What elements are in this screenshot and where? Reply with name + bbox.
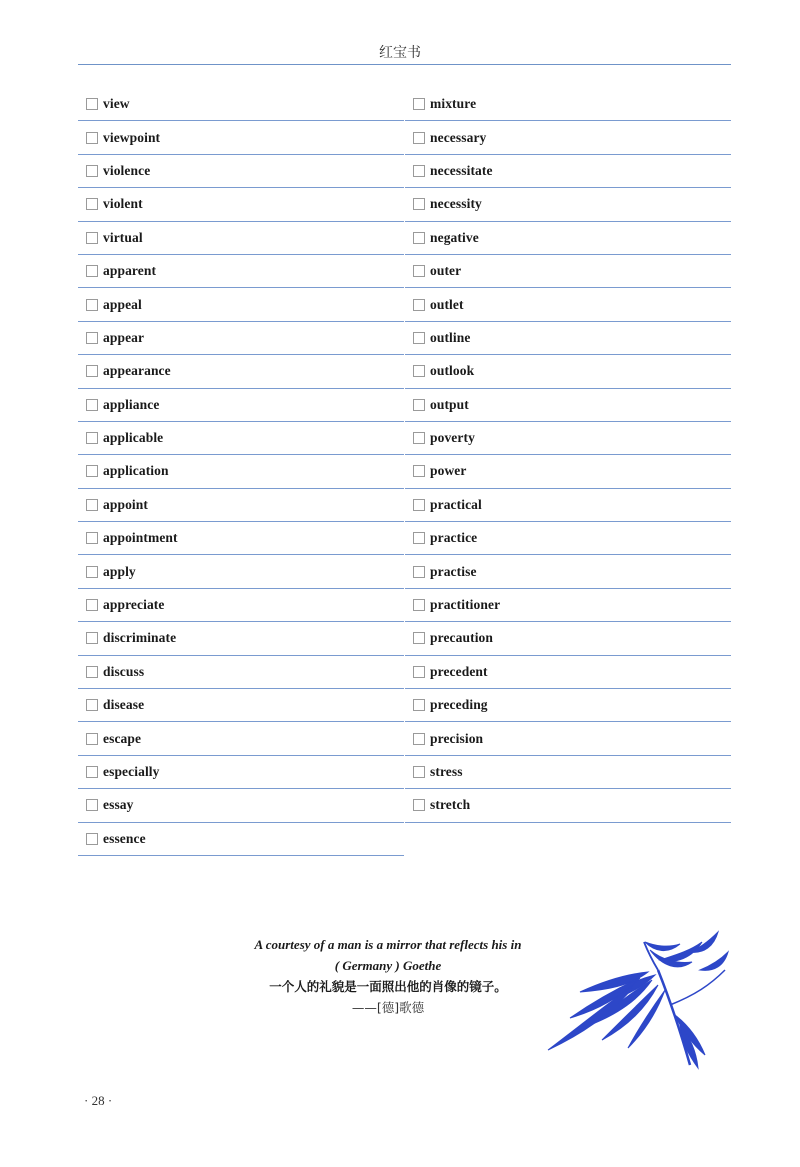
- word-row: [405, 389, 731, 422]
- word-label: practical: [430, 496, 482, 512]
- word-row: [405, 656, 731, 689]
- word-checkbox[interactable]: [86, 666, 98, 678]
- word-checkbox[interactable]: [86, 399, 98, 411]
- word-label: outline: [430, 329, 471, 345]
- word-label: violent: [103, 196, 143, 212]
- word-row: [78, 155, 404, 188]
- word-checkbox[interactable]: [413, 365, 425, 377]
- word-row: [78, 88, 404, 121]
- word-checkbox[interactable]: [86, 599, 98, 611]
- word-row: [405, 622, 731, 655]
- word-row: [78, 823, 404, 856]
- word-label: negative: [430, 229, 479, 245]
- word-label: appoint: [103, 496, 148, 512]
- word-checkbox[interactable]: [413, 132, 425, 144]
- word-checkbox[interactable]: [413, 332, 425, 344]
- word-row: [78, 722, 404, 755]
- word-checkbox[interactable]: [413, 699, 425, 711]
- word-label: practitioner: [430, 597, 501, 613]
- word-row: [405, 188, 731, 221]
- word-row: [405, 422, 731, 455]
- word-label: appliance: [103, 396, 160, 412]
- word-row: [405, 589, 731, 622]
- word-label: appointment: [103, 530, 178, 546]
- word-label: view: [103, 96, 130, 112]
- word-row: [78, 689, 404, 722]
- quote-english: A courtesy of a man is a mirror that reflects his in: [254, 937, 522, 952]
- word-checkbox[interactable]: [86, 833, 98, 845]
- word-row: [78, 789, 404, 822]
- word-row: [405, 88, 731, 121]
- word-checkbox[interactable]: [86, 332, 98, 344]
- right-word-column: [405, 88, 731, 823]
- word-row: [405, 756, 731, 789]
- bamboo-illustration: [540, 930, 730, 1070]
- word-label: essence: [103, 830, 146, 846]
- word-row: [405, 789, 731, 822]
- word-label: preceding: [430, 697, 488, 713]
- word-checkbox[interactable]: [413, 799, 425, 811]
- word-label: application: [103, 463, 169, 479]
- word-row: [405, 555, 731, 588]
- word-checkbox[interactable]: [86, 198, 98, 210]
- word-row: [78, 622, 404, 655]
- word-row: [78, 389, 404, 422]
- word-checkbox[interactable]: [86, 632, 98, 644]
- quote-chinese: 一个人的礼貌是一面照出他的肖像的镜子。: [269, 979, 507, 994]
- word-checkbox[interactable]: [86, 365, 98, 377]
- word-label: essay: [103, 797, 134, 813]
- word-checkbox[interactable]: [413, 232, 425, 244]
- word-checkbox[interactable]: [413, 566, 425, 578]
- word-label: outlook: [430, 363, 475, 379]
- word-label: poverty: [430, 430, 475, 446]
- header-rule: [78, 64, 731, 65]
- word-row: [78, 422, 404, 455]
- word-row: [78, 288, 404, 321]
- word-label: discriminate: [103, 630, 177, 646]
- word-label: applicable: [103, 430, 164, 446]
- word-label: mixture: [430, 96, 477, 112]
- word-label: appeal: [103, 296, 142, 312]
- word-checkbox[interactable]: [413, 766, 425, 778]
- word-checkbox[interactable]: [413, 733, 425, 745]
- word-checkbox[interactable]: [86, 532, 98, 544]
- word-label: viewpoint: [103, 129, 161, 145]
- word-row: [78, 188, 404, 221]
- word-row: [405, 255, 731, 288]
- page-number: · 28 ·: [84, 1093, 113, 1108]
- word-label: apply: [103, 563, 136, 579]
- word-row: [405, 522, 731, 555]
- word-label: disease: [103, 697, 145, 713]
- word-row: [78, 121, 404, 154]
- word-label: precaution: [430, 630, 494, 646]
- word-checkbox[interactable]: [413, 165, 425, 177]
- word-label: power: [430, 463, 467, 479]
- word-label: stress: [430, 764, 463, 779]
- word-checkbox[interactable]: [86, 566, 98, 578]
- word-checkbox[interactable]: [86, 465, 98, 477]
- word-label: outlet: [430, 296, 464, 312]
- word-row: [405, 322, 731, 355]
- word-checkbox[interactable]: [413, 599, 425, 611]
- word-label: discuss: [103, 663, 145, 679]
- word-checkbox[interactable]: [86, 165, 98, 177]
- word-row: [78, 555, 404, 588]
- word-label: practise: [430, 563, 477, 579]
- word-row: [405, 455, 731, 488]
- word-checkbox[interactable]: [413, 632, 425, 644]
- word-row: [78, 222, 404, 255]
- word-row: [405, 355, 731, 388]
- word-checkbox[interactable]: [413, 666, 425, 678]
- quote-block: [228, 934, 548, 1018]
- word-row: [78, 656, 404, 689]
- quote-english-author: ( Germany ) Goethe: [334, 958, 442, 973]
- header-title: 红宝书: [379, 45, 421, 61]
- word-label: precision: [430, 730, 484, 746]
- word-label: necessity: [430, 196, 482, 212]
- left-word-column: [78, 88, 404, 856]
- word-label: especially: [103, 764, 160, 779]
- word-row: [78, 355, 404, 388]
- word-row: [78, 756, 404, 789]
- word-row: [78, 489, 404, 522]
- word-label: practice: [430, 530, 478, 546]
- word-checkbox[interactable]: [86, 299, 98, 311]
- word-checkbox[interactable]: [86, 432, 98, 444]
- word-row: [78, 455, 404, 488]
- word-checkbox[interactable]: [86, 499, 98, 511]
- word-row: [405, 489, 731, 522]
- word-checkbox[interactable]: [86, 232, 98, 244]
- word-label: stretch: [430, 797, 471, 813]
- word-checkbox[interactable]: [413, 198, 425, 210]
- word-label: precedent: [430, 663, 488, 679]
- word-checkbox[interactable]: [86, 132, 98, 144]
- word-row: [405, 121, 731, 154]
- word-checkbox[interactable]: [413, 399, 425, 411]
- word-label: violence: [103, 162, 151, 178]
- word-checkbox[interactable]: [413, 465, 425, 477]
- word-row: [405, 689, 731, 722]
- word-checkbox[interactable]: [86, 699, 98, 711]
- word-checkbox[interactable]: [86, 799, 98, 811]
- word-label: necessitate: [430, 162, 493, 178]
- word-row: [78, 589, 404, 622]
- word-label: apparent: [103, 263, 157, 279]
- word-row: [405, 222, 731, 255]
- quote-chinese-author: ——[德]歌德: [351, 1000, 425, 1015]
- word-label: appreciate: [103, 597, 165, 613]
- word-checkbox[interactable]: [86, 265, 98, 277]
- word-label: virtual: [103, 229, 143, 245]
- word-checkbox[interactable]: [413, 98, 425, 110]
- word-checkbox[interactable]: [413, 265, 425, 277]
- word-label: appearance: [103, 363, 171, 379]
- word-label: necessary: [430, 129, 487, 145]
- word-label: outer: [430, 263, 462, 279]
- word-row: [405, 722, 731, 755]
- word-checkbox[interactable]: [413, 299, 425, 311]
- word-row: [405, 288, 731, 321]
- word-checkbox[interactable]: [413, 499, 425, 511]
- word-row: [78, 322, 404, 355]
- word-row: [405, 155, 731, 188]
- word-checkbox[interactable]: [86, 733, 98, 745]
- word-label: appear: [103, 329, 145, 345]
- word-checkbox[interactable]: [86, 98, 98, 110]
- word-row: [78, 255, 404, 288]
- word-label: escape: [103, 730, 142, 746]
- word-row: [78, 522, 404, 555]
- word-checkbox[interactable]: [413, 532, 425, 544]
- word-label: output: [430, 396, 469, 412]
- word-checkbox[interactable]: [86, 766, 98, 778]
- word-checkbox[interactable]: [413, 432, 425, 444]
